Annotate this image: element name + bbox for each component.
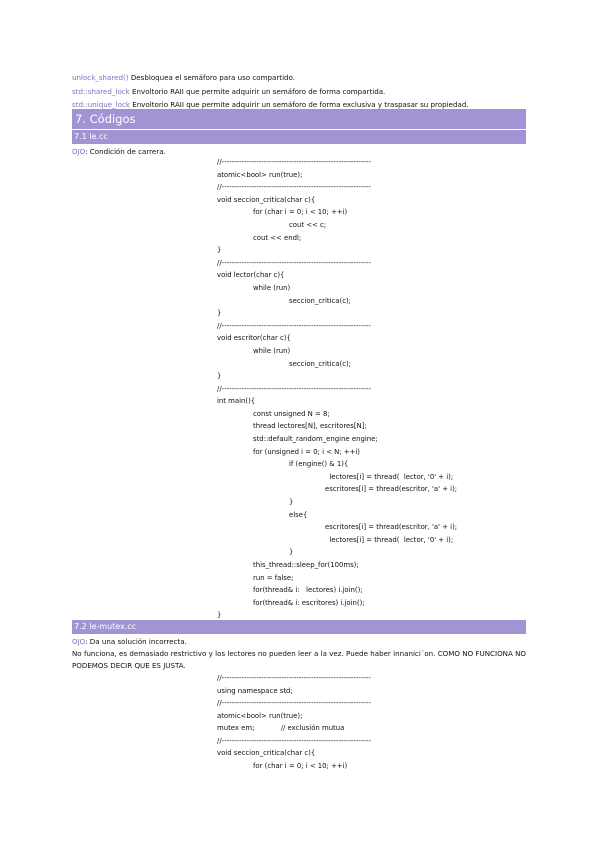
code-line: //------------------------------------------------------------ [217, 384, 371, 393]
definition-term: std::shared_lock [72, 86, 130, 96]
code-line: for (unsigned i = 0; i < N; ++i) [253, 447, 360, 456]
code-line: lectores[i] = thread( lector, '0' + i); [325, 472, 454, 481]
code-line: void seccion_critica(char c){ [217, 749, 316, 757]
code-line: mutex em; // exclusión mutua [217, 724, 345, 732]
note-race-condition [72, 146, 166, 158]
code-line: //------------------------------------------------------------ [217, 674, 371, 682]
code-line: } [217, 372, 222, 381]
code-line: for (char i = 0; i < 10; ++i) [253, 761, 348, 770]
code-line: //------------------------------------------------------------ [217, 321, 371, 330]
subsection-heading-le: 7.1 le.cc [72, 130, 526, 144]
code-line: } [217, 246, 222, 255]
code-line: if (engine() & 1){ [289, 460, 349, 469]
code-line: else{ [289, 510, 308, 519]
note-text: : Condición de carrera. [85, 147, 166, 156]
code-line: } [289, 548, 294, 557]
code-line: while (run) [253, 346, 291, 355]
definition-text: Desbloquea el semáforo para uso compartido. [128, 73, 296, 82]
note-label: OJO [72, 637, 86, 646]
code-line: atomic<bool> run(true); [217, 711, 303, 720]
definition-line [72, 71, 532, 85]
definition-line [72, 85, 532, 99]
code-line: const unsigned N = 8; [253, 409, 330, 418]
code-line: //------------------------------------------------------------ [217, 158, 371, 166]
code-line: atomic<bool> run(true); [217, 170, 303, 179]
definitions-list [72, 71, 532, 112]
note-text: : Da una solución incorrecta. [85, 637, 187, 646]
note-label: OJO [72, 147, 86, 156]
code-line: //------------------------------------------------------------ [217, 736, 371, 745]
code-block-le [217, 156, 537, 622]
code-line: thread lectores[N], escritores[N]; [253, 422, 367, 431]
definition-term: std::unique_lock [72, 100, 130, 110]
code-line: } [289, 498, 294, 507]
code-line: for (char i = 0; i < 10; ++i) [253, 208, 348, 217]
section-heading: 7. Códigos [72, 109, 526, 129]
code-line: cout << endl; [253, 233, 302, 242]
code-line: } [217, 309, 222, 318]
code-line: //------------------------------------------------------------ [217, 699, 371, 707]
definition-text: Envoltorio RAII que permite adquirir un semáforo de forma compartida. [129, 86, 386, 96]
code-line: } [217, 611, 222, 620]
code-line: escritores[i] = thread(escritor, 'a' + i); [325, 485, 458, 494]
code-line: std::default_random_engine engine; [253, 435, 378, 444]
code-block-le-mutex [217, 672, 537, 772]
code-line: seccion_critica(c); [289, 296, 351, 305]
code-line: seccion_critica(c); [289, 359, 351, 368]
definition-text: Envoltorio RAII que permite adquirir un semáforo de forma exclusiva y traspasar su propiedad. [129, 100, 469, 110]
code-line: for(thread& i: lectores) i.join(); [253, 586, 363, 595]
definition-term: unlock_shared() [72, 73, 129, 82]
code-line: //------------------------------------------------------------ [217, 183, 371, 192]
code-line: void escritor(char c){ [217, 334, 291, 343]
code-line: void seccion_critica(char c){ [217, 195, 316, 204]
code-line: this_thread::sleep_for(100ms); [253, 561, 359, 569]
code-line: for(thread& i: escritores) i.join(); [253, 598, 365, 607]
code-line: while (run) [253, 283, 291, 292]
note-incorrect-solution [72, 636, 187, 648]
code-line: int main(){ [217, 397, 256, 406]
code-line: //------------------------------------------------------------ [217, 258, 371, 267]
subsection-heading-le-mutex: 7.2 le-mutex.cc [72, 620, 526, 634]
code-line: run = false; [253, 573, 294, 582]
code-line: using namespace std; [217, 686, 293, 695]
code-line: void lector(char c){ [217, 271, 285, 280]
code-line: escritores[i] = thread(escritor, 'a' + i); [325, 523, 458, 532]
code-line: cout << c; [289, 220, 327, 229]
code-line: lectores[i] = thread( lector, '0' + i); [325, 535, 454, 544]
explanation-paragraph: No funciona, es demasiado restrictivo y los lectores no pueden leer a la vez. Puede haber innanici´on. COMO NO FUNCIONA NO PODEMOS DECIR QUE ES JUSTA. [72, 649, 526, 671]
